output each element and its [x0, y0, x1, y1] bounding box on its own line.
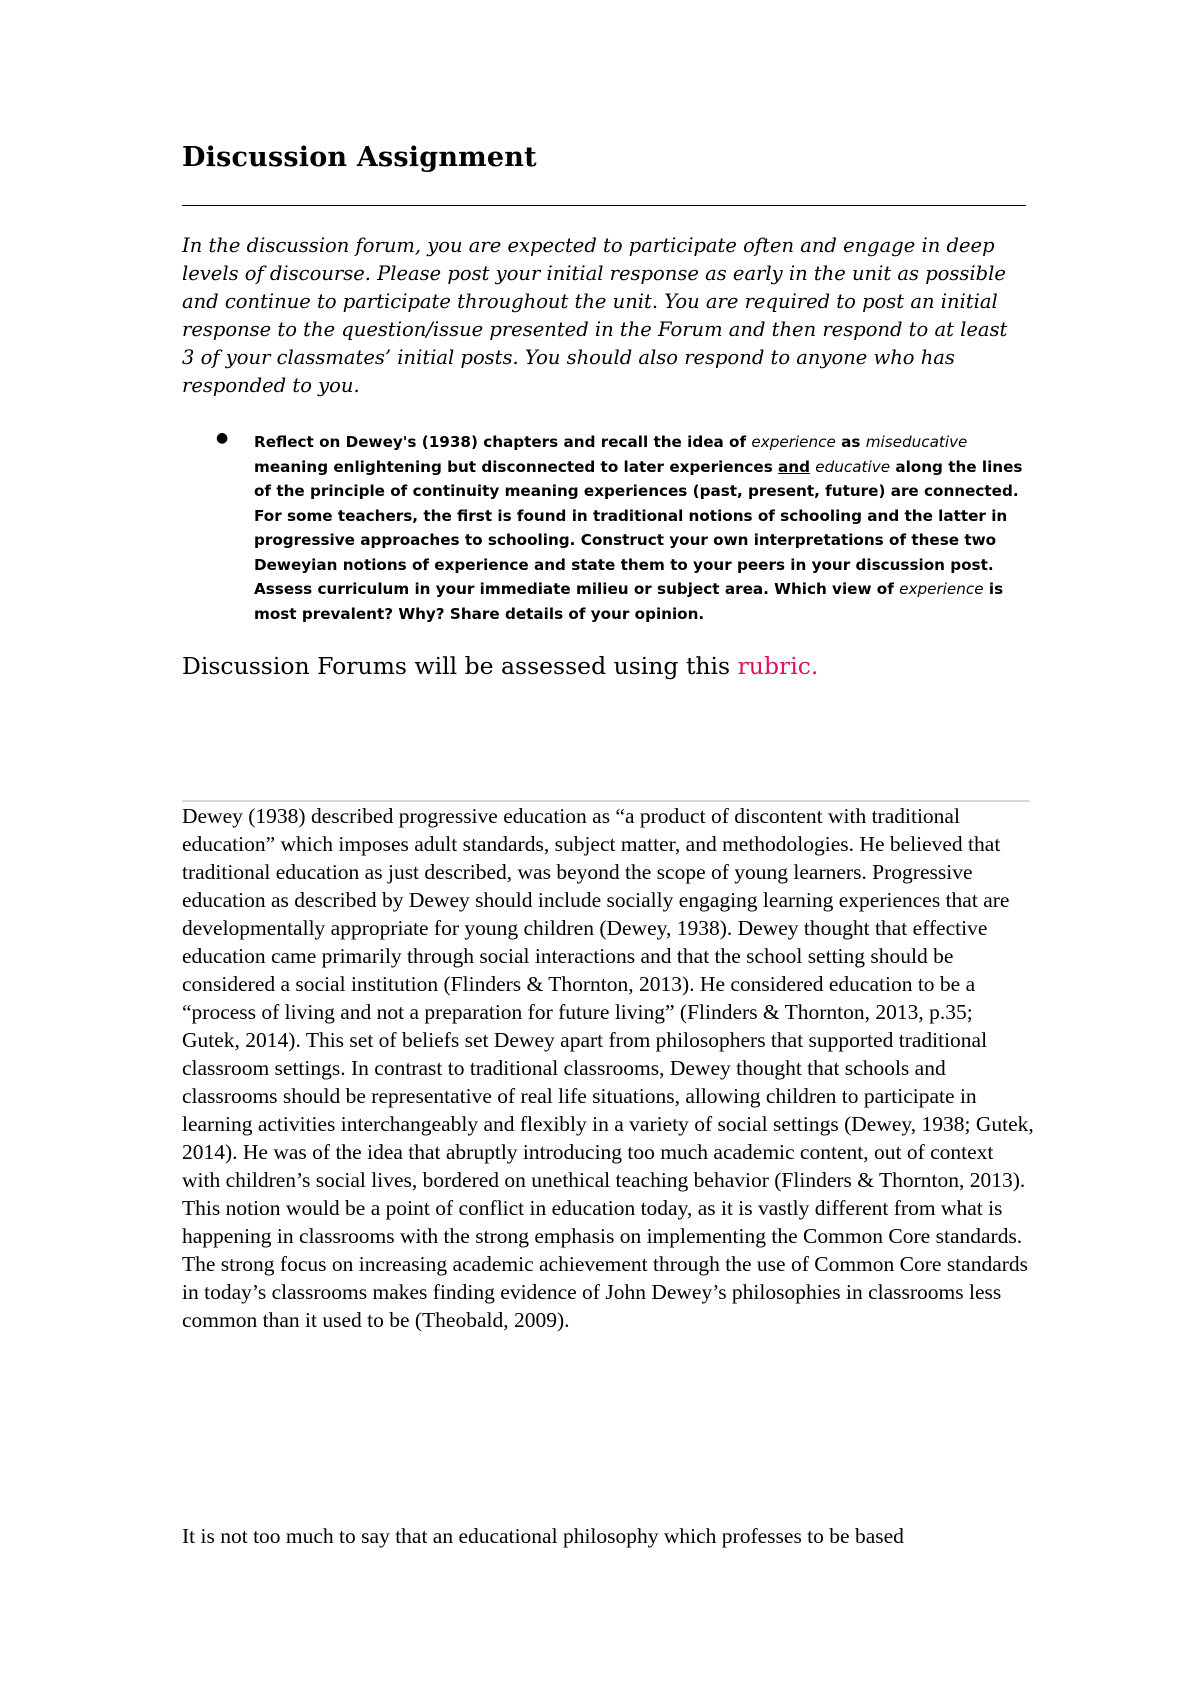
title-divider: [182, 205, 1026, 206]
bullet-miseducative: miseducative: [865, 433, 968, 451]
intro-paragraph: In the discussion forum, you are expected to participate often and engage in deep levels of discourse. Please post your initial response as early in the unit as possible and continue to participate throughout the unit. You are required to post an initial response to the question/issue presented in the Forum and then respond to at least 3 of your classmates’ initial posts. You should also respond to anyone who has responded to you.: [182, 234, 1008, 397]
bullet-part5: along the lines of the principle of continuity meaning experiences (past, present, future) are connected. For some teachers, the first is found in traditional notions of schooling and the latter in progressive approaches to schooling. Construct your own interpretations of these two Deweyian notions of experience and state them to your peers in your discussion post. Assess curriculum in your immediate milieu or subject area. Which view of: [254, 457, 1023, 598]
body-paragraph-2: It is not too much to say that an educational philosophy which professes to be based: [182, 1524, 904, 1548]
bullet-experience-1: experience: [751, 433, 836, 451]
rubric-text: Discussion Forums will be assessed using this: [182, 652, 738, 680]
bullet-part6: is most prevalent? Why? Share details of your opinion.: [254, 580, 1004, 623]
rubric-line: [182, 652, 818, 680]
document-title: Discussion Assignment: [182, 142, 537, 173]
bullet-dot-icon: ●: [216, 430, 229, 446]
bullet-text: [254, 430, 1034, 626]
bullet-educative: educative: [815, 457, 891, 476]
bullet-part2: as: [835, 433, 866, 451]
bullet-and: and: [778, 457, 810, 476]
bullet-part1: Reflect on Dewey's (1938) chapters and recall the idea of: [254, 433, 752, 451]
bullet-part3: meaning enlightening but disconnected to later experiences: [254, 457, 779, 476]
body-paragraph-1: Dewey (1938) described progressive education as “a product of discontent with traditional education” which imposes adult standards, subject matter, and methodologies. He believed that traditional education as just described, was beyond the scope of young learners. Progressive education as described by Dewey should include socially engaging learning experiences that are developmentally appropriate for young children (Dewey, 1938). Dewey thought that effective education came primarily through social interactions and that the school setting should be considered a social institution (Flinders & Thornton, 2013). He considered education to be a “process of living and not a preparation for future living” (Flinders & Thornton, 2013, p.35; Gutek, 2014). This set of beliefs set Dewey apart from philosophers that supported traditional classroom settings. In contrast to traditional classrooms, Dewey thought that schools and classrooms should be representative of real life situations, allowing children to participate in learning activities interchangeably and flexibly in a variety of social settings (Dewey, 1938; Gutek, 2014). He was of the idea that abruptly introducing too much academic content, out of context with children’s social lives, bordered on unethical teaching behavior (Flinders & Thornton, 2013). This notion would be a point of conflict in education today, as it is vastly different from what is happening in classrooms with the strong emphasis on implementing the Common Core standards. The strong focus on increasing academic achievement through the use of Common Core standards in today’s classrooms makes finding evidence of John Dewey’s philosophies in classrooms less common than it used to be (Theobald, 2009).: [182, 804, 1034, 1332]
rubric-link[interactable]: rubric.: [737, 652, 819, 680]
bullet-experience-2: experience: [899, 580, 984, 598]
